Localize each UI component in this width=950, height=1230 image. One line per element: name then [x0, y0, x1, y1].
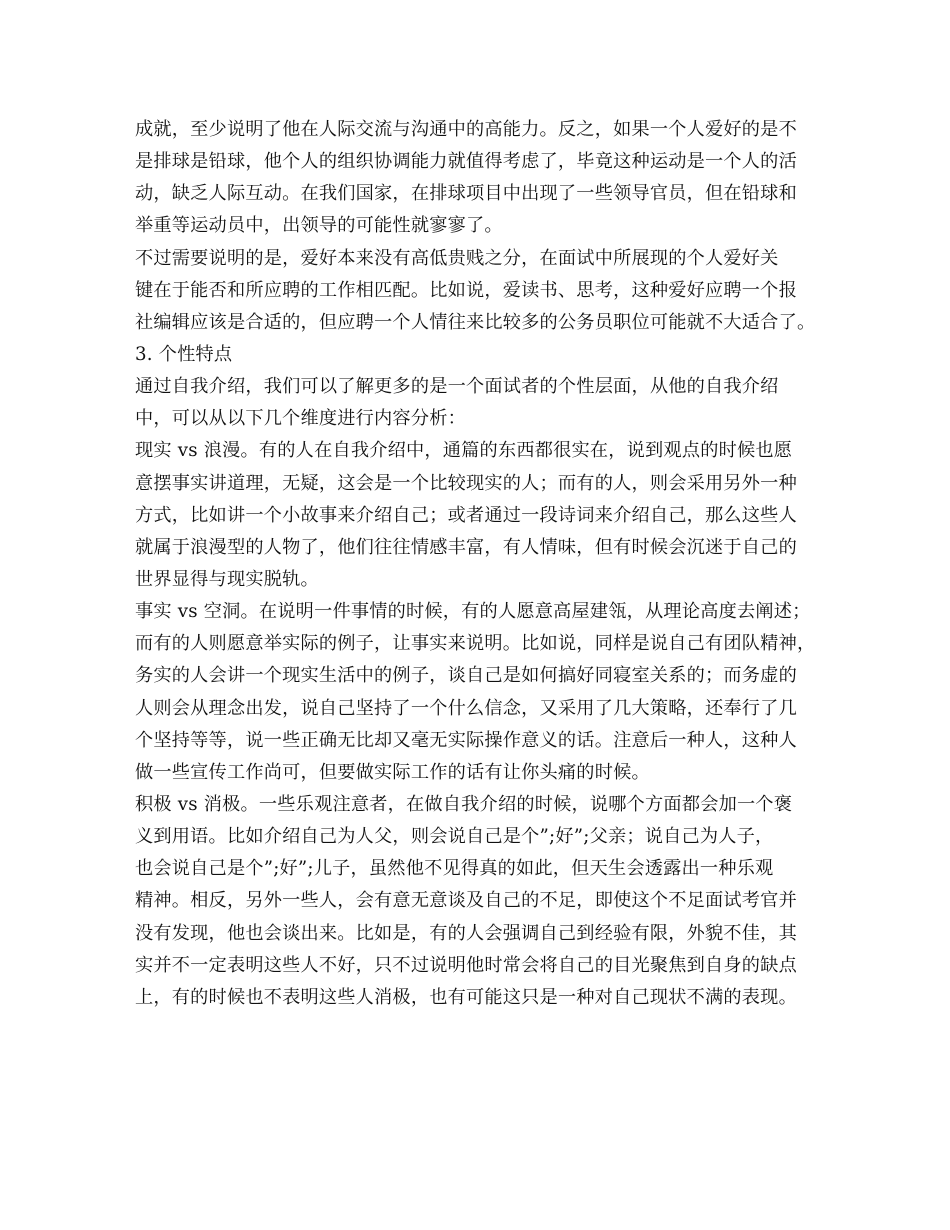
text-line: 世界显得与现实脱轨。	[135, 568, 319, 590]
text-line: 积极 vs 消极。一些乐观注意者，在做自我介绍的时候，说哪个方面都会加一个褒	[135, 793, 793, 815]
text-line: 事实 vs 空洞。在说明一件事情的时候，有的人愿意高屋建瓴，从理论高度去阐述；	[135, 601, 811, 623]
text-line: 键在于能否和所应聘的工作相匹配。比如说，爱读书、思考，这种爱好应聘一个报	[135, 279, 797, 301]
text-line: 现实 vs 浪漫。有的人在自我介绍中，通篇的东西都很实在，说到观点的时候也愿	[135, 440, 793, 462]
text-line: 义到用语。比如介绍自己为人父，则会说自己是个”;好”;父亲；说自己为人子，	[135, 826, 774, 848]
text-line: 没有发现，他也会谈出来。比如是，有的人会强调自己到经验有限，外貌不佳，其	[135, 922, 797, 944]
text-line: 也会说自己是个”;好”;儿子，虽然他不见得真的如此，但天生会透露出一种乐观	[135, 858, 774, 880]
section-heading: 3. 个性特点	[135, 343, 233, 365]
text-line: 人则会从理念出发，说自己坚持了一个什么信念，又采用了几大策略，还奉行了几	[135, 697, 797, 719]
text-line: 社编辑应该是合适的，但应聘一个人情往来比较多的公务员职位可能就不大适合了。	[135, 311, 816, 333]
text-line: 方式，比如讲一个小故事来介绍自己；或者通过一段诗词来介绍自己，那么这些人	[135, 504, 797, 526]
text-line: 就属于浪漫型的人物了，他们往往情感丰富，有人情味，但有时候会沉迷于自己的	[135, 536, 797, 558]
text-line: 上，有的时候也不表明这些人消极，也有可能这只是一种对自己现状不满的表现。	[135, 986, 797, 1008]
text-line: 意摆事实讲道理，无疑，这会是一个比较现实的人；而有的人，则会采用另外一种	[135, 472, 797, 494]
text-line: 动，缺乏人际互动。在我们国家，在排球项目中出现了一些领导官员，但在铅球和	[135, 183, 797, 205]
text-line: 精神。相反，另外一些人，会有意无意谈及自己的不足，即使这个不足面试考官并	[135, 890, 797, 912]
text-line: 中，可以从以下几个维度进行内容分析：	[135, 408, 466, 430]
text-line: 个坚持等等，说一些正确无比却又毫无实际操作意义的话。注意后一种人，这种人	[135, 729, 797, 751]
text-line: 是排球是铅球，他个人的组织协调能力就值得考虑了，毕竟这种运动是一个人的活	[135, 151, 797, 173]
text-line: 不过需要说明的是，爱好本来没有高低贵贱之分，在面试中所展现的个人爱好关	[135, 247, 779, 269]
text-line: 成就，至少说明了他在人际交流与沟通中的高能力。反之，如果一个人爱好的是不	[135, 119, 797, 140]
text-line: 务实的人会讲一个现实生活中的例子，谈自己是如何搞好同寝室关系的；而务虚的	[135, 665, 797, 687]
document-body	[135, 114, 825, 1014]
text-line: 举重等运动员中，出领导的可能性就寥寥了。	[135, 215, 503, 237]
text-line: 实并不一定表明这些人不好，只不过说明他时常会将自己的目光聚焦到自身的缺点	[135, 954, 797, 976]
text-line: 做一些宣传工作尚可，但要做实际工作的话有让你头痛的时候。	[135, 761, 650, 783]
text-line: 而有的人则愿意举实际的例子，让事实来说明。比如说，同样是说自己有团队精神，	[135, 633, 816, 655]
text-line: 通过自我介绍，我们可以了解更多的是一个面试者的个性层面，从他的自我介绍	[135, 376, 779, 398]
